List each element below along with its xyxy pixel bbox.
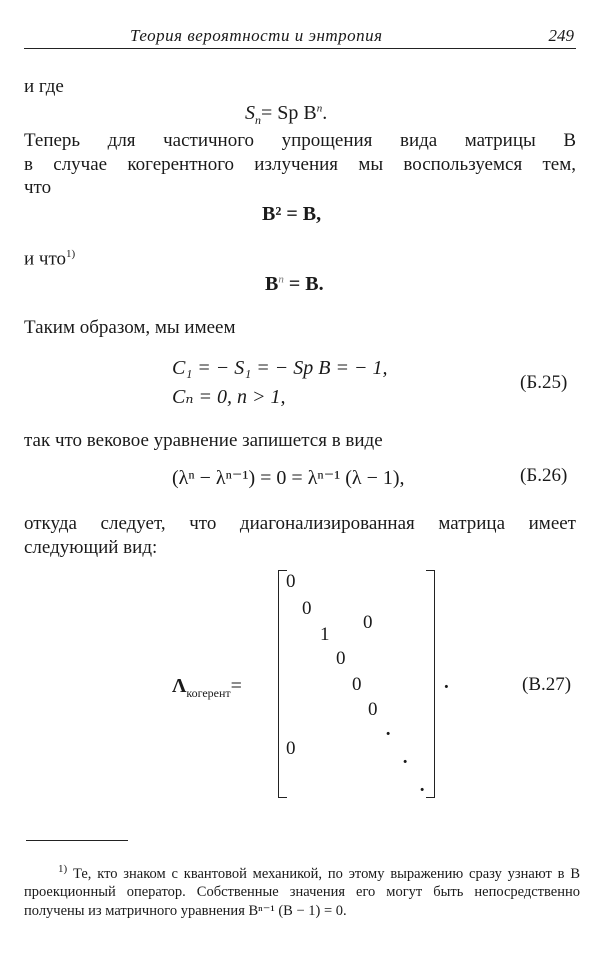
equation-b-n bbox=[265, 273, 324, 296]
matrix-entry: 0 bbox=[286, 738, 296, 759]
matrix-dot: · bbox=[402, 752, 409, 773]
matrix-entry: 0 bbox=[286, 571, 296, 592]
equation-b26: (λⁿ − λⁿ⁻¹) = 0 = λⁿ⁻¹ (λ − 1), bbox=[172, 467, 405, 489]
eq-sn-rhs: = Sp B bbox=[261, 102, 317, 124]
text-whence-line2: следующий вид: bbox=[24, 537, 158, 558]
equation-label-b27: (B.27) bbox=[522, 674, 572, 695]
text-secular-equation: так что вековое уравнение запишется в виде bbox=[24, 430, 383, 451]
page-number: 249 bbox=[548, 26, 574, 45]
matrix-right-bracket bbox=[426, 570, 435, 798]
matrix-entry: 0 bbox=[302, 598, 312, 619]
and-that-label: и что bbox=[24, 248, 67, 270]
footnote-text: Те, кто знаком с квантовой механикой, по этому выражению сразу узнают в B проекционный оператор. Собственные значения его могут быть непосредственно получены из матричного уравнения Bⁿ⁻¹ (B − 1) = 0. bbox=[24, 865, 581, 919]
para1-line1: Теперь для частичного упрощения вида матрицы B bbox=[24, 130, 576, 151]
running-title: Теория вероятности и энтропия bbox=[130, 26, 383, 45]
text-and-that bbox=[24, 248, 75, 270]
footnote-mark: 1) bbox=[58, 863, 68, 875]
matrix-entry: 0 bbox=[363, 612, 373, 633]
text-and-where: и где bbox=[24, 76, 64, 97]
lambda-equals: = bbox=[230, 675, 242, 697]
text-whence-line1: откуда следует, что диагонализированная матрица имеет bbox=[24, 513, 576, 534]
equation-b-squared: B² = B, bbox=[262, 203, 322, 225]
equation-label-b26: (Б.26) bbox=[520, 465, 568, 486]
matrix-entry: 0 bbox=[352, 674, 362, 695]
equation-cn: Cₙ = 0, n > 1, bbox=[172, 386, 286, 408]
equation-sn bbox=[245, 102, 327, 128]
matrix-dot: · bbox=[385, 724, 392, 745]
eq-bn-sup: n bbox=[278, 273, 284, 286]
footnote-rule bbox=[26, 840, 128, 841]
equation-c1: C₁ = − S₁ = − Sp B = − 1, bbox=[172, 357, 388, 379]
lambda-subscript: когерент bbox=[186, 686, 231, 700]
eq-bn-base: B bbox=[265, 273, 279, 295]
eq-sn-lhs: S bbox=[245, 102, 255, 124]
matrix-left-bracket bbox=[278, 570, 287, 798]
para1-line3: что bbox=[24, 177, 52, 198]
footnote-ref: 1) bbox=[66, 248, 76, 260]
matrix-entry: 1 bbox=[320, 624, 330, 645]
matrix-end-period: . bbox=[444, 672, 449, 693]
lambda-symbol: Λ bbox=[172, 675, 187, 697]
lambda-coherent-label bbox=[172, 675, 242, 701]
eq-sn-sub: n bbox=[255, 113, 261, 127]
matrix-dot: · bbox=[419, 780, 426, 801]
footnote bbox=[24, 860, 580, 920]
matrix-entry: 0 bbox=[368, 699, 378, 720]
eq-bn-rest: = B. bbox=[288, 273, 324, 295]
eq-sn-end: . bbox=[322, 102, 328, 124]
header-rule bbox=[24, 48, 576, 49]
matrix-entry: 0 bbox=[336, 648, 346, 669]
eq-sn-sup: n bbox=[316, 102, 323, 115]
text-thus: Таким образом, мы имеем bbox=[24, 317, 236, 338]
equation-label-b25: (Б.25) bbox=[520, 372, 568, 393]
para1-line2: в случае когерентного излучения мы воспользуемся тем, bbox=[24, 154, 576, 175]
